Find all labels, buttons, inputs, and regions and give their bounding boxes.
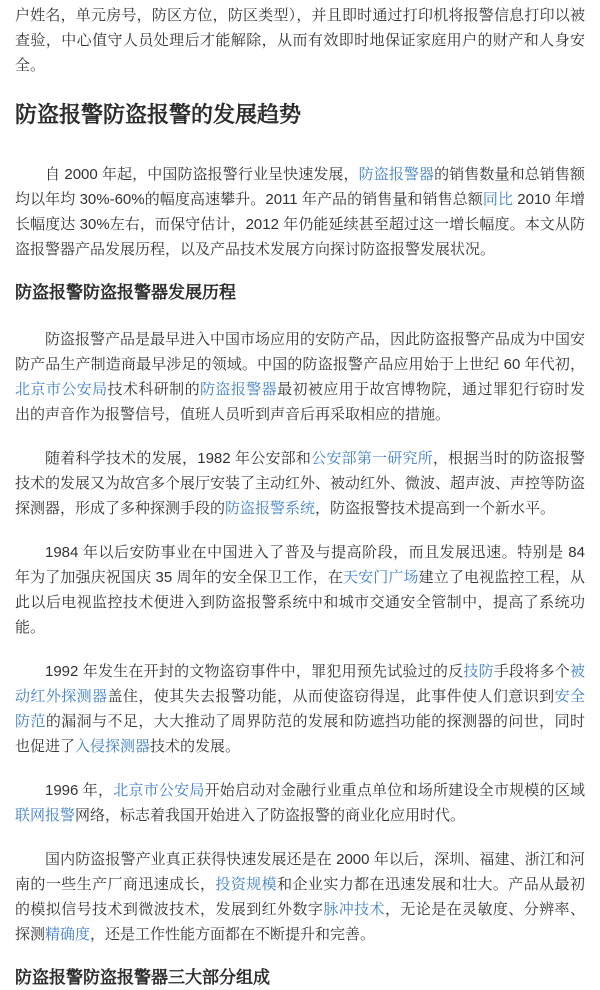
text-segment: ，无论是在灵敏度、分辨率、探测: [15, 901, 585, 943]
paragraph-industry-growth: [15, 162, 585, 262]
inline-link[interactable]: 北京市公安局: [15, 381, 108, 398]
inline-link[interactable]: 被动红外探测器: [15, 663, 585, 705]
paragraph-2000-rapid-growth: [15, 847, 585, 947]
heading-development-history: 防盗报警防盗报警器发展历程: [15, 283, 236, 302]
paragraph-1960s-origin: [15, 327, 585, 427]
inline-link[interactable]: 联网报警: [15, 807, 76, 824]
text-segment: 建立了电视监控工程，从此以后电视监控技术便进入到防盗报警系统中和城市交通安全管制中，提高了系统功能。: [15, 569, 585, 636]
paragraph-1992-kaifeng-theft: [15, 659, 585, 759]
text-segment: ，防盗报警技术提高到一个新水平。: [315, 500, 556, 517]
text-segment: ，根据当时的防盗报警技术的发展又为故宫多个展厅安装了主动红外、被动红外、微波、超声波、声控等防盗探测器，形成了多种探测手段的: [15, 450, 586, 517]
inline-link[interactable]: 公安部第一研究所: [311, 450, 433, 467]
text-segment: 2010 年增长幅度达 30%左右，而保守估计，2012 年仍能延续甚至超过这一增长幅度。本文从防盗报警器产品发展历程，以及产品技术发展方向探讨防盗报警发展状况。: [15, 191, 585, 258]
text-segment: 户姓名，单元房号，防区方位，防区类型），并且即时通过打印机将报警信息打印以被查验，中心值守人员处理后才能解除，从而有效即时地保证家庭用户的财产和人身安全。: [15, 7, 585, 74]
text-segment: 最初被应用于故宫博物院，通过罪犯行窃时发出的声音作为报警信号，值班人员听到声音后再采取相应的措施。: [15, 381, 585, 423]
text-segment: ，还是工作性能方面都在不断提升和完善。: [90, 926, 376, 943]
inline-link[interactable]: 防盗报警器: [358, 166, 435, 183]
inline-link[interactable]: 防盗报警器: [200, 381, 278, 398]
inline-link[interactable]: 技防: [463, 663, 494, 680]
text-segment: 手段将多个: [493, 663, 570, 680]
inline-link[interactable]: 投资规模: [215, 876, 278, 893]
inline-link[interactable]: 北京市公安局: [113, 782, 205, 799]
text-segment: 技术科研制的: [107, 381, 200, 398]
text-segment: 1984 年以后安防事业在中国进入了普及与提高阶段，而且发展迅速。特别是 84 年为了加强庆祝国庆 35 周年的安全保卫工作，在: [15, 544, 585, 586]
text-segment: 1992 年发生在开封的文物盗窃事件中，罪犯用预先试验过的反: [45, 663, 464, 680]
text-segment: 开始启动对金融行业重点单位和场所建设全市规模的区域: [204, 782, 585, 799]
text-segment: 自 2000 年起，中国防盗报警行业呈快速发展，: [45, 166, 359, 183]
heading-development-trend: 防盗报警防盗报警的发展趋势: [15, 102, 302, 127]
text-segment: 国内防盗报警产业真正获得快速发展还是在 2000 年以后，深圳、福建、浙江和河南的一些生产厂商迅速成长，: [15, 851, 585, 893]
paragraph-1984-cctv: [15, 540, 585, 640]
text-segment: 盖住，使其失去报警功能，从而使盗窃得逞，此事件使人们意识到: [107, 688, 555, 705]
text-segment: 1996 年，: [45, 782, 114, 799]
text-segment: 技术的发展。: [150, 738, 241, 755]
inline-link[interactable]: 同比: [482, 191, 514, 208]
inline-link[interactable]: 天安门广场: [342, 569, 419, 586]
text-segment: 防盗报警产品是最早进入中国市场应用的安防产品，因此防盗报警产品成为中国安防产品生产制造商最早涉足的领域。中国的防盗报警产品应用始于上世纪 60 年代初，: [15, 331, 586, 373]
paragraph-1982-detectors: [15, 446, 585, 521]
inline-link[interactable]: 脉冲技术: [323, 901, 385, 918]
paragraph-1996-network: [15, 778, 585, 828]
inline-link[interactable]: 防盗报警系统: [225, 500, 316, 517]
intro-continuation-paragraph: [15, 3, 585, 78]
heading-three-components: 防盗报警防盗报警器三大部分组成: [15, 968, 270, 987]
text-segment: 的销售数量和总销售额均以年均 30%-60%的幅度高速攀升。2011 年产品的销售量和销售总额: [15, 166, 585, 208]
inline-link[interactable]: 安全防范: [15, 688, 585, 730]
inline-link[interactable]: 精确度: [45, 926, 91, 943]
text-segment: 网络，标志着我国开始进入了防盗报警的商业化应用时代。: [75, 807, 466, 824]
inline-link[interactable]: 入侵探测器: [75, 738, 151, 755]
text-segment: 和企业实力都在迅速发展和壮大。产品从最初的模拟信号技术到微波技术，发展到红外数字: [15, 876, 585, 918]
text-segment: 的漏洞与不足，大大推动了周界防范的发展和防遮挡功能的探测器的问世，同时也促进了: [15, 713, 585, 755]
text-segment: 随着科学技术的发展，1982 年公安部和: [45, 450, 312, 467]
